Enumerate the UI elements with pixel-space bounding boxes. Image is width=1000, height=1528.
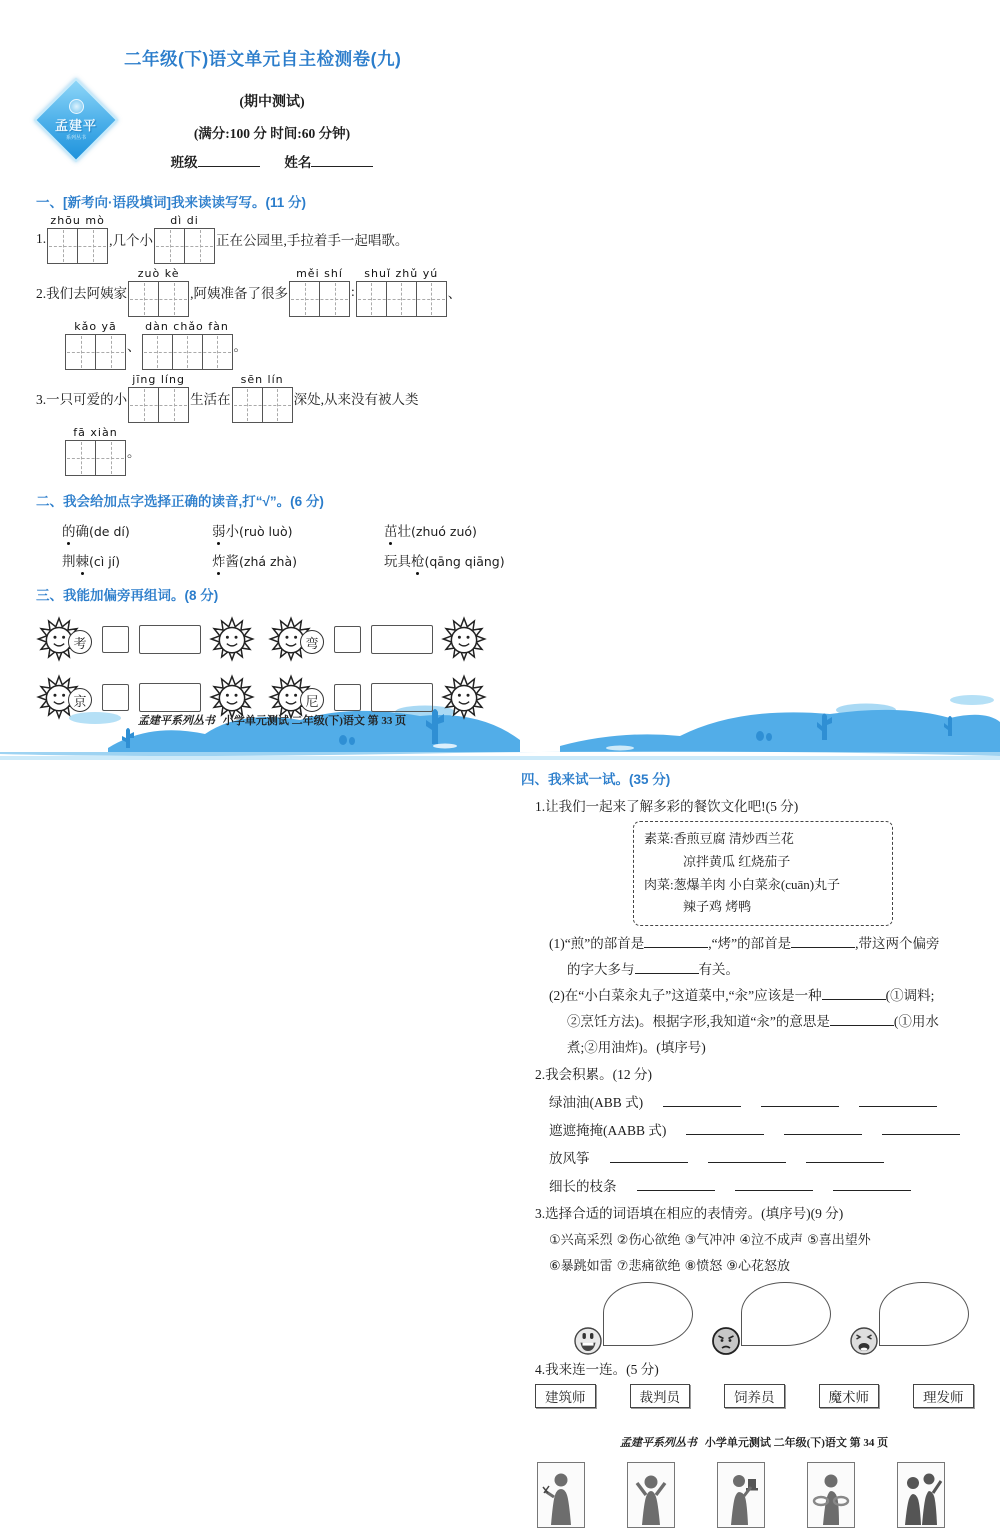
radical-item [268, 612, 500, 666]
section1-heading: 一、[新考向·语段填词]我来读读写写。(11 分) [36, 195, 306, 210]
accumulate-row: 放风筝 [549, 1147, 987, 1167]
word-options-line-2: ⑥暴跳如雷 ⑦悲痛欲绝 ⑧愤怒 ⑨心花怒放 [549, 1259, 791, 1274]
q3-text: 生活在 [190, 392, 231, 407]
menu-line: 辣子鸡 烤鸭 [683, 899, 752, 915]
writing-boxes [154, 214, 215, 264]
q2-text: 2.我们去阿姨家 [36, 286, 128, 301]
q3-label: 3.选择合适的词语填在相应的表情旁。(填序号)(9 分) [535, 1206, 844, 1221]
section4-heading: 四、我来试一试。(35 分) [521, 772, 671, 787]
answer-box [102, 684, 129, 711]
radical-item [36, 612, 268, 666]
profession-label: 魔术师 [819, 1384, 880, 1408]
word-item: 茁壮(zhuó zuó) [384, 520, 477, 540]
pronunciation-row-2 [62, 550, 508, 570]
section2-heading: 二、我会给加点字选择正确的读音,打“√”。(6 分) [36, 494, 324, 509]
sub-question-1-cont: 的字大多与 有关。 [567, 962, 739, 977]
writing-boxes [128, 373, 189, 423]
answer-blank [791, 934, 855, 948]
two-people-pointing-icon [899, 1469, 943, 1527]
profession-image-magician [717, 1462, 765, 1528]
writing-boxes [289, 267, 350, 317]
q3-text: 。 [127, 445, 141, 460]
q2-label: 2.我会积累。(12 分) [535, 1067, 652, 1082]
balloon-group [849, 1282, 974, 1356]
menu-box [633, 821, 893, 926]
q2-text: : [351, 284, 355, 299]
word-item: 弱小(ruò luò) [212, 520, 384, 540]
profession-label: 裁判员 [630, 1384, 691, 1408]
q2-text: 、 [127, 339, 141, 354]
pinyin-label: kǎo yā [74, 320, 117, 333]
pinyin-label: dàn chǎo fàn [145, 320, 229, 333]
name-blank [311, 153, 373, 167]
class-name-line [36, 151, 508, 171]
menu-line: 素菜:香煎豆腐 清炒西兰花 [644, 831, 794, 846]
answer-blank [859, 1093, 937, 1107]
sub-question-2-cont2: 煮;②用油炸)。(填序号) [567, 1040, 706, 1055]
answer-blank [644, 934, 708, 948]
accumulate-row: 绿油油(ABB 式) [549, 1091, 987, 1111]
writing-boxes [356, 267, 447, 317]
pinyin-label: fā xiàn [73, 426, 118, 439]
right-page-footer: 孟建平系列丛书 小学单元测试 二年级(下)语文 第 34 页 [619, 1437, 889, 1449]
q1-text: 正在公园里,手拉着手一起唱歌。 [216, 233, 409, 248]
person-with-tool-icon [811, 1469, 851, 1527]
left-page-footer: 孟建平系列丛书 小学单元测试 二年级(下)语文 第 33 页 [137, 715, 407, 727]
answer-box [139, 683, 201, 712]
score-time-line: (满分:100 分 时间:60 分钟) [193, 126, 351, 141]
pinyin-label: zhōu mò [50, 214, 105, 227]
answer-blank [686, 1121, 764, 1135]
right-page [521, 768, 987, 1528]
sub-question-2: (2)在“小白菜汆丸子”这道菜中,“汆”应该是一种 (①调料; [549, 988, 935, 1003]
person-arms-raised-icon [631, 1469, 671, 1527]
profession-image-referee [627, 1462, 675, 1528]
answer-blank [784, 1121, 862, 1135]
grinning-face-icon [573, 1326, 603, 1356]
hedgehog-icon [209, 615, 255, 663]
profession-image-keeper [807, 1462, 855, 1528]
person-with-scissors-icon [541, 1469, 581, 1527]
pronunciation-row-1 [62, 520, 508, 540]
answer-balloon [879, 1282, 969, 1346]
question-2-line [36, 267, 508, 317]
class-blank [198, 153, 260, 167]
question-3-line [36, 373, 508, 423]
q1-number: 1. [36, 231, 47, 246]
answer-blank [761, 1093, 839, 1107]
accumulate-row: 细长的枝条 [549, 1175, 987, 1195]
word-options-line-1: ①兴高采烈 ②伤心欲绝 ③气冲冲 ④泣不成声 ⑤喜出望外 [549, 1233, 871, 1248]
writing-boxes [128, 267, 189, 317]
sub-question-1: (1)“煎”的部首是 ,“烤”的部首是 ,带这两个偏旁 [549, 936, 940, 951]
emotion-balloons [573, 1282, 987, 1356]
balloon-group [711, 1282, 836, 1356]
pinyin-label: sēn lín [240, 373, 284, 386]
q2-text: 、 [447, 286, 462, 301]
question-3-line-cont [64, 426, 508, 476]
pinyin-label: zuò kè [137, 267, 180, 280]
word-item: 炸酱(zhá zhà) [212, 550, 384, 570]
q1-text: ,几个小 [109, 233, 153, 248]
answer-blank [830, 1012, 894, 1026]
accumulate-row: 遮遮掩掩(AABB 式) [549, 1119, 987, 1139]
question-1-line [36, 214, 508, 264]
word-item: 玩具枪(qāng qiāng) [384, 550, 505, 570]
sub-question-2-cont: ②烹饪方法)。根据字形,我知道“汆”的意思是 (①用水 [567, 1014, 939, 1029]
person-with-hat-icon [721, 1469, 761, 1527]
name-label: 姓名 [284, 155, 312, 170]
section3-heading: 三、我能加偏旁再组词。(8 分) [36, 588, 219, 603]
logo-series: 系列丛书 [65, 135, 86, 141]
base-character: 尼 [300, 688, 324, 712]
profession-labels [535, 1384, 987, 1408]
pinyin-label: shuǐ zhǔ yú [364, 267, 439, 280]
writing-boxes [65, 320, 126, 370]
answer-blank [610, 1149, 688, 1163]
word-item: 的确(de dí) [62, 520, 212, 540]
question-2-line-cont [64, 320, 508, 370]
q3-text: 深处,从来没有被人类 [293, 392, 419, 407]
pinyin-label: měi shí [296, 267, 343, 280]
q4-label: 4.我来连一连。(5 分) [535, 1362, 659, 1377]
answer-box [371, 683, 433, 712]
angry-face-icon [711, 1326, 741, 1356]
writing-boxes [232, 373, 293, 423]
profession-images [537, 1462, 987, 1528]
hedgehog-icon [441, 615, 487, 663]
profession-label: 饲养员 [724, 1384, 785, 1408]
menu-line: 凉拌黄瓜 红烧茄子 [683, 853, 791, 869]
answer-balloon [741, 1282, 831, 1346]
answer-blank [735, 1177, 813, 1191]
writing-boxes [65, 426, 126, 476]
answer-box [334, 684, 361, 711]
base-character: 弯 [300, 630, 324, 654]
answer-blank [708, 1149, 786, 1163]
profession-label: 理发师 [913, 1384, 974, 1408]
profession-label: 建筑师 [535, 1384, 596, 1408]
exam-type: (期中测试) [239, 95, 305, 110]
answer-blank [637, 1177, 715, 1191]
answer-blank [806, 1149, 884, 1163]
radical-exercise-grid [36, 612, 508, 728]
class-label: 班级 [170, 155, 198, 170]
q2-text: ,阿姨准备了很多 [190, 286, 288, 301]
answer-box [139, 625, 201, 654]
q3-text: 3.一只可爱的小 [36, 392, 128, 407]
pinyin-label: jīng líng [132, 373, 185, 386]
base-character: 京 [68, 688, 92, 712]
wailing-face-icon [849, 1326, 879, 1356]
logo-emblem-icon [69, 99, 84, 114]
left-page [36, 46, 508, 728]
pinyin-label: dì di [170, 214, 199, 227]
balloon-group [573, 1282, 698, 1356]
answer-blank [663, 1093, 741, 1107]
menu-line: 肉菜:葱爆羊肉 小白菜汆(cuān)丸子 [644, 876, 841, 892]
profession-image-architect [897, 1462, 945, 1528]
profession-image-barber [537, 1462, 585, 1528]
q1-label: 1.让我们一起来了解多彩的餐饮文化吧!(5 分) [535, 799, 799, 814]
answer-box [334, 626, 361, 653]
q2-text: 。 [233, 339, 247, 354]
writing-boxes [142, 320, 233, 370]
answer-blank [822, 986, 886, 1000]
answer-blank [635, 960, 699, 974]
answer-blank [833, 1177, 911, 1191]
page-title: 二年级(下)语文单元自主检测卷(九) [124, 49, 402, 69]
answer-box [102, 626, 129, 653]
answer-blank [882, 1121, 960, 1135]
base-character: 考 [68, 630, 92, 654]
answer-balloon [603, 1282, 693, 1346]
answer-box [371, 625, 433, 654]
logo-name: 孟建平 [54, 118, 97, 133]
word-item: 荆棘(cì jí) [62, 550, 212, 570]
writing-boxes [47, 214, 108, 264]
